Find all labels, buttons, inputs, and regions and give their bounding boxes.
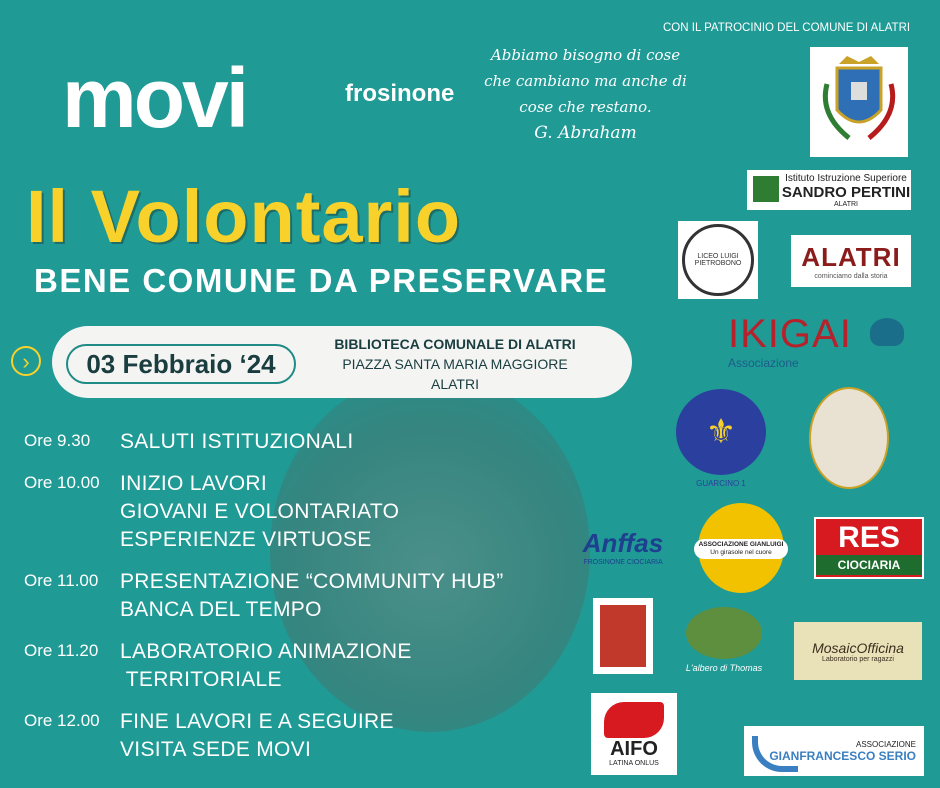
activity-line: BANCA DEL TEMPO [120,598,322,621]
mosaic-sub: Laboratorio per ragazzi [822,655,894,663]
ikigai-sub: Associazione [728,356,799,370]
stone-arch-icon [809,387,889,489]
liceo-pietrobono-logo [678,221,758,299]
cultural-association-logo [808,386,890,490]
program-time: Ore 11.20 [24,641,99,660]
program-item [24,638,584,694]
aifo-name: AIFO [610,737,658,760]
res-sub: CIOCIARIA [816,555,922,575]
anffas-sub: FROSINONE CIOCIARIA [583,559,663,566]
pertini-school-logo [747,170,911,210]
gianluigi-sub: Un girasole nel cuore [710,549,772,556]
aifo-logo [591,693,677,775]
program-item [24,568,584,624]
res-name: RES [838,521,900,554]
pertini-name: SANDRO PERTINI [781,183,911,201]
guarcino-name: GUARCINO 1 [696,478,746,488]
program-time: Ore 12.00 [24,711,100,730]
tree-icon [686,607,762,659]
pertini-top: Istituto Istruzione Superiore [785,172,907,184]
quote-line: cose che restano. [519,98,652,116]
res-ciociaria-logo [814,517,924,579]
anffas-name: Anffas [582,528,664,558]
aifo-sub: LATINA ONLUS [609,759,659,767]
alatri-sub: cominciamo dalla storia [814,273,888,280]
activity-line: ESPERIENZE VIRTUOSE [120,528,372,551]
quote-author: G. Abraham [534,123,637,143]
program-item [24,470,584,554]
program-activity [120,428,354,456]
program-activity [120,470,399,554]
venue-city: ALATRI [431,376,479,392]
program-time: Ore 10.00 [24,473,100,492]
movi-city: frosinone [345,80,455,107]
main-title: Il Volontario [26,175,462,258]
quote-line: Abbiamo bisogno di cose [490,46,681,64]
chevron-right-icon: › [11,346,41,376]
liceo-name: LICEO LUIGI PIETROBONO [682,224,754,296]
program-activity [120,708,394,764]
fleur-de-lis-icon: ⚜ [676,389,766,475]
program-list [24,428,584,778]
alatri-name: ALATRI [801,242,901,272]
movi-logo: movi [62,51,247,145]
quote-line: che cambiano ma anche di [484,72,687,90]
venue-name: BIBLIOTECA COMUNALE DI ALATRI [334,336,576,352]
albero-name: L'albero di Thomas [685,663,763,673]
program-item [24,428,584,456]
activity-line: SALUTI ISTITUZIONALI [120,430,354,453]
activity-line: PRESENTAZIONE “COMMUNITY HUB” [120,570,504,593]
activity-line: GIOVANI E VOLONTARIATO [120,500,400,523]
pertini-mark-icon [753,176,779,202]
subtitle: BENE COMUNE DA PRESERVARE [34,262,609,299]
hands-icon [600,605,646,667]
gianluigi-association-logo [688,503,794,595]
mosaic-name: MosaicOfficina [812,639,904,656]
serio-top: ASSOCIAZIONE [855,739,916,749]
event-date: 03 Febbraio ‘24 [66,344,296,384]
ikigai-logo [728,312,904,372]
activity-line: LABORATORIO ANIMAZIONE [120,640,412,663]
program-time: Ore 11.00 [24,571,99,590]
alatri-coat-of-arms-logo [810,47,908,157]
activity-line: INIZIO LAVORI [120,472,268,495]
venue-address: PIAZZA SANTA MARIA MAGGIORE [342,356,568,372]
program-time: Ore 9.30 [24,431,91,450]
patronage-text: CON IL PATROCINIO DEL COMUNE DI ALATRI [663,22,911,34]
aifo-hands-icon [604,702,664,738]
serio-name: GIANFRANCESCO SERIO [769,748,916,763]
anffas-logo [570,524,676,570]
alatri-logo [791,235,911,287]
quote [478,42,693,146]
mosaic-officina-logo [794,622,922,680]
turtle-icon [870,318,904,346]
program-activity [120,638,412,694]
serio-mark-icon [752,736,798,772]
gianfrancesco-serio-logo [744,726,924,776]
event-venue [300,334,610,394]
program-item [24,708,584,764]
albero-di-thomas-logo [678,602,770,678]
agesci-guarcino-logo [668,383,774,493]
activity-line: TERRITORIALE [120,668,282,691]
activity-line: FINE LAVORI E A SEGUIRE [120,710,394,733]
gianluigi-name: ASSOCIAZIONE GIANLUIGI [698,541,784,548]
ikigai-name: IKIGAI [728,312,852,356]
activity-line: VISITA SEDE MOVI [120,738,312,761]
coat-of-arms-icon [819,54,899,150]
event-info-pill [52,326,632,398]
pertini-sub: ALATRI [834,200,858,208]
hands-logo [593,598,653,674]
program-activity [120,568,504,624]
